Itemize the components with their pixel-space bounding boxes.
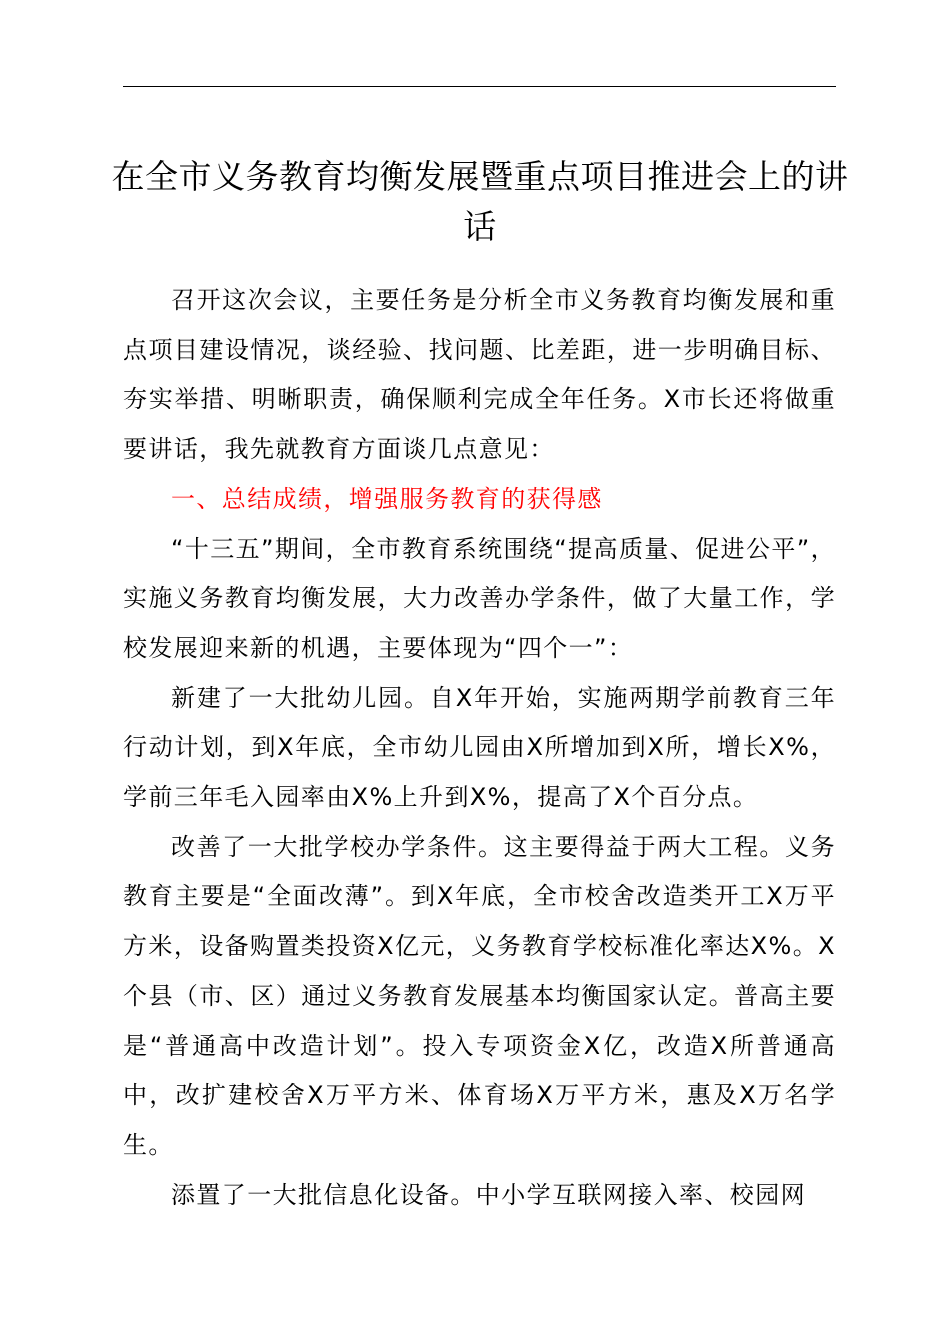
header-rule [123,86,836,87]
paragraph-kindergartens: 新建了一大批幼儿园。自X年开始，实施两期学前教育三年行动计划，到X年底，全市幼儿园由X所增加到X所，增长X%，学前三年毛入园率由X%上升到X%，提高了X个百分点。 [123,683,836,812]
paragraph-overview: “十三五”期间，全市教育系统围绕“提高质量、促进公平”，实施义务教育均衡发展，大力改善办学条件，做了大量工作，学校发展迎来新的机遇，主要体现为“四个一”： [123,534,836,662]
section-heading-1: 一、总结成绩，增强服务教育的获得感 [171,484,603,513]
paragraph-school-conditions: 改善了一大批学校办学条件。这主要得益于两大工程。义务教育主要是“全面改薄”。到X年底，全市校舍改造类开工X万平方米，设备购置类投资X亿元，义务教育学校标准化率达X%。X个县（市、区）通过义务教育发展基本均衡国家认定。普高主要是“普通高中改造计划”。投入专项资金X亿，改造X所普通高中，改扩建校舍X万平方米、体育场X万平方米，惠及X万名学生。 [123,832,836,1159]
paragraph-it-equipment: 添置了一大批信息化设备。中小学互联网接入率、校园网 [171,1180,806,1209]
paragraph-intro: 召开这次会议，主要任务是分析全市义务教育均衡发展和重点项目建设情况，谈经验、找问题、比差距，进一步明确目标、夯实举措、明晰职责，确保顺利完成全年任务。X市长还将做重要讲话，我先就教育方面谈几点意见： [123,286,836,464]
document-body [123,276,836,1220]
document-title: 在全市义务教育均衡发展暨重点项目推进会上的讲话 [111,157,849,246]
